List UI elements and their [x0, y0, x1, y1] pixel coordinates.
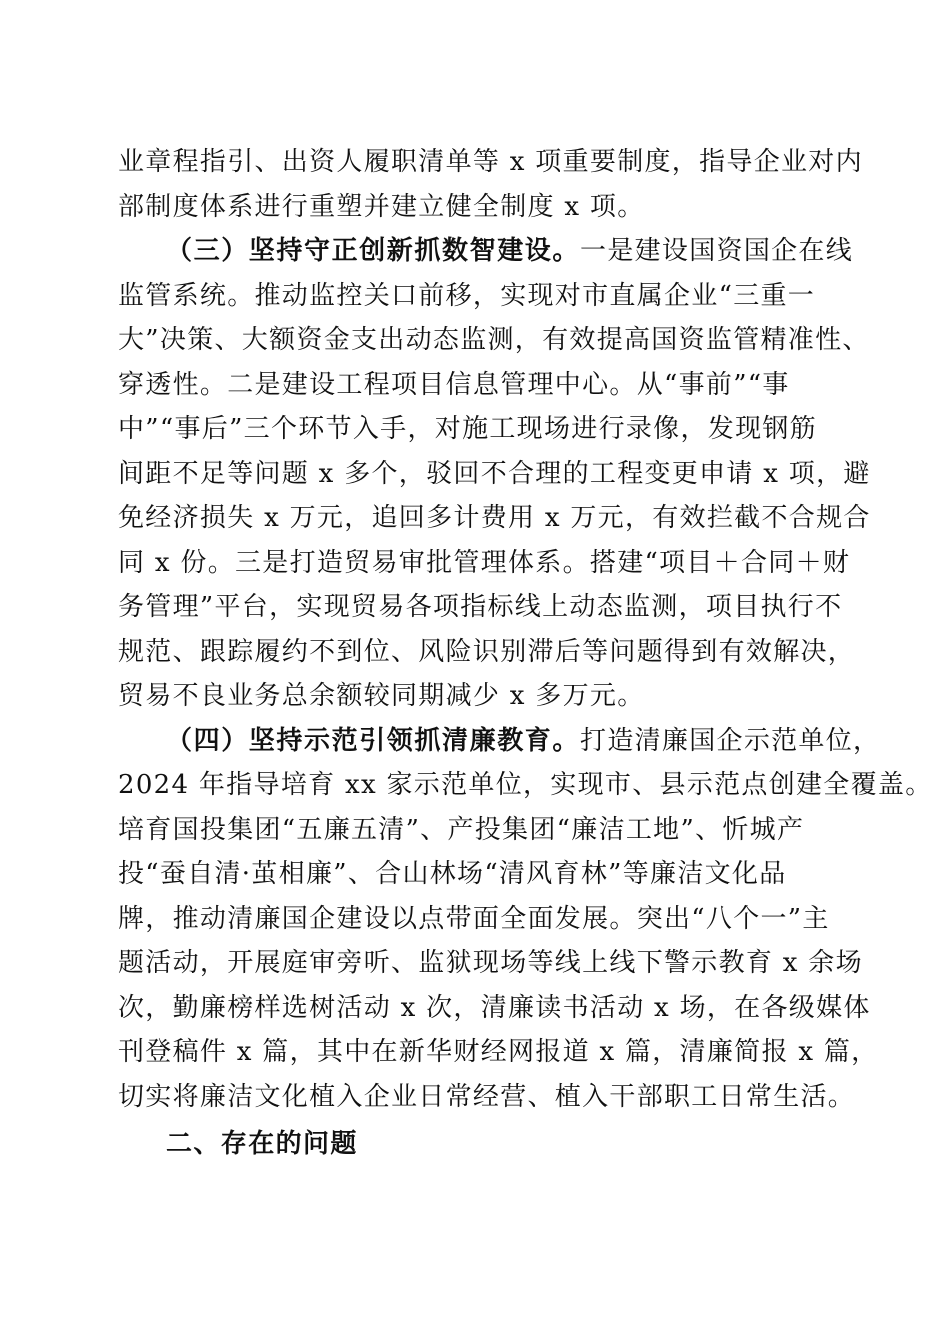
text-line: 穿透性。二是建设工程项目信息管理中心。从“事前”“事 — [118, 369, 790, 400]
body-text — [118, 140, 933, 1119]
text-line: 中”“事后”三个环节入手，对施工现场进行录像，发现钢筋 — [118, 414, 817, 444]
text-line: 规范、跟踪履约不到位、风险识别滞后等问题得到有效解决， — [118, 636, 856, 667]
section-four-first-line — [118, 719, 881, 764]
text-line: 题活动，开展庭审旁听、监狱现场等线上线下警示教育 x 余场 — [118, 948, 863, 978]
text-span: 打造清廉国企示范单位， — [580, 725, 881, 756]
text-line: 间距不足等问题 x 多个，驳回不合理的工程变更申请 x 项，避 — [118, 458, 871, 489]
text-line: 监管系统。推动监控关口前移，实现对市直属企业“三重一 — [118, 280, 816, 311]
text-line: 牌，推动清廉国企建设以点带面全面发展。突出“八个一”主 — [118, 903, 830, 934]
section-heading-two: 二、存在的问题 — [166, 1129, 358, 1159]
text-line: 投“蚕自清·茧相廉”、合山林场“清风育林”等廉洁文化品 — [118, 859, 787, 889]
text-line: 免经济损失 x 万元，追回多计费用 x 万元，有效拦截不合规合 — [118, 503, 871, 533]
text-line: 务管理”平台，实现贸易各项指标线上动态监测，项目执行不 — [118, 592, 843, 622]
text-line: 切实将廉洁文化植入企业日常经营、植入干部职工日常生活。 — [118, 1081, 856, 1112]
text-line: 培育国投集团“五廉五清”、产投集团“廉洁工地”、忻城产 — [118, 814, 805, 845]
section-three-heading: （三）坚持守正创新抓数智建设。 — [166, 236, 581, 266]
text-line: 业章程指引、出资人履职清单等 x 项重要制度，指导企业对内 — [118, 147, 863, 177]
text-line: 刊登稿件 x 篇，其中在新华财经网报道 x 篇，清廉简报 x 篇， — [118, 1037, 879, 1067]
section-three-first-line — [118, 229, 854, 274]
text-line: 贸易不良业务总余额较同期减少 x 多万元。 — [118, 681, 645, 711]
text-line: 大”决策、大额资金支出动态监测，有效提高国资监管精准性、 — [118, 325, 870, 355]
text-line: 同 x 份。三是打造贸易审批管理体系。搭建“项目＋合同＋财 — [118, 547, 851, 578]
text-span: 一是建设国资国企在线 — [580, 236, 854, 266]
section-four-heading: （四）坚持示范引领抓清廉教育。 — [166, 725, 581, 756]
text-line: 次，勤廉榜样选树活动 x 次，清廉读书活动 x 场，在各级媒体 — [118, 992, 871, 1023]
text-line: 部制度体系进行重塑并建立健全制度 x 项。 — [118, 191, 645, 222]
text-line: 2024 年指导培育 xx 家示范单位，实现市、县示范点创建全覆盖。 — [118, 770, 933, 800]
